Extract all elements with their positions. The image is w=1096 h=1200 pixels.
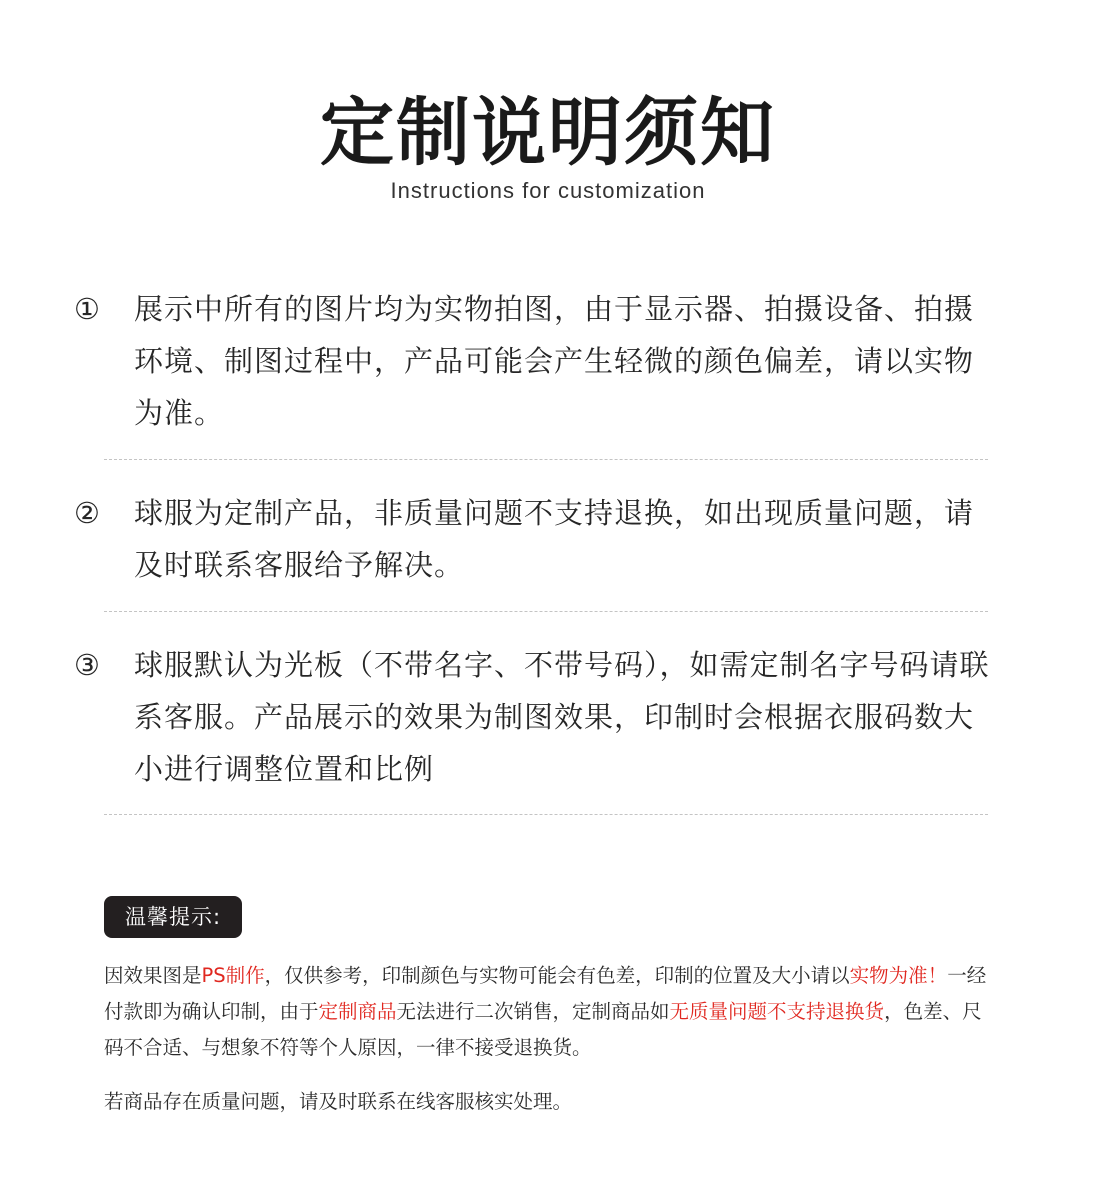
- notice-text: [104, 958, 996, 1066]
- page-title: 定制说明须知: [320, 90, 776, 176]
- page-subtitle: Instructions for customization: [390, 178, 706, 203]
- notice-segment: ，色差、尺码不合适、与想象不符等个人原因，一律不接受退换货。: [104, 1000, 982, 1059]
- dashed-divider: [104, 459, 988, 460]
- instruction-item-3: [74, 639, 994, 795]
- notice-segment: 因效果图是: [104, 964, 202, 987]
- notice-segment: 一经付款即为确认印制，由于: [104, 964, 987, 1023]
- item-text: 球服为定制产品，非质量问题不支持退换，如出现质量问题，请及时联系客服给予解决。: [134, 496, 975, 582]
- footer-note: 若商品存在质量问题，请及时联系在线客服核实处理。: [104, 1090, 573, 1113]
- notice-highlight: 定制商品: [318, 1000, 397, 1023]
- item-number: ③: [74, 648, 101, 682]
- instruction-item-1: [74, 283, 994, 439]
- notice-segment: ，仅供参考，印制颜色与实物可能会有色差，印制的位置及大小请以: [264, 964, 850, 987]
- item-text: 展示中所有的图片均为实物拍图，由于显示器、拍摄设备、拍摄环境、制图过程中，产品可能会产生轻微的颜色偏差，请以实物为准。: [134, 292, 975, 430]
- item-number: ①: [74, 292, 101, 326]
- notice-badge: 温馨提示:: [104, 896, 242, 938]
- notice-highlight: 实物为准！: [849, 964, 948, 987]
- instruction-item-2: [74, 487, 994, 591]
- notice-segment: 无法进行二次销售，定制商品如: [396, 1000, 670, 1023]
- dashed-divider: [104, 814, 988, 815]
- notice-highlight: 无质量问题不支持退换货: [669, 1000, 885, 1023]
- item-number: ②: [74, 496, 101, 530]
- item-text: 球服默认为光板（不带名字、不带号码），如需定制名字号码请联系客服。产品展示的效果为制图效果，印制时会根据衣服码数大小进行调整位置和比例: [134, 648, 990, 786]
- notice-highlight: PS制作: [201, 964, 265, 987]
- dashed-divider: [104, 611, 988, 612]
